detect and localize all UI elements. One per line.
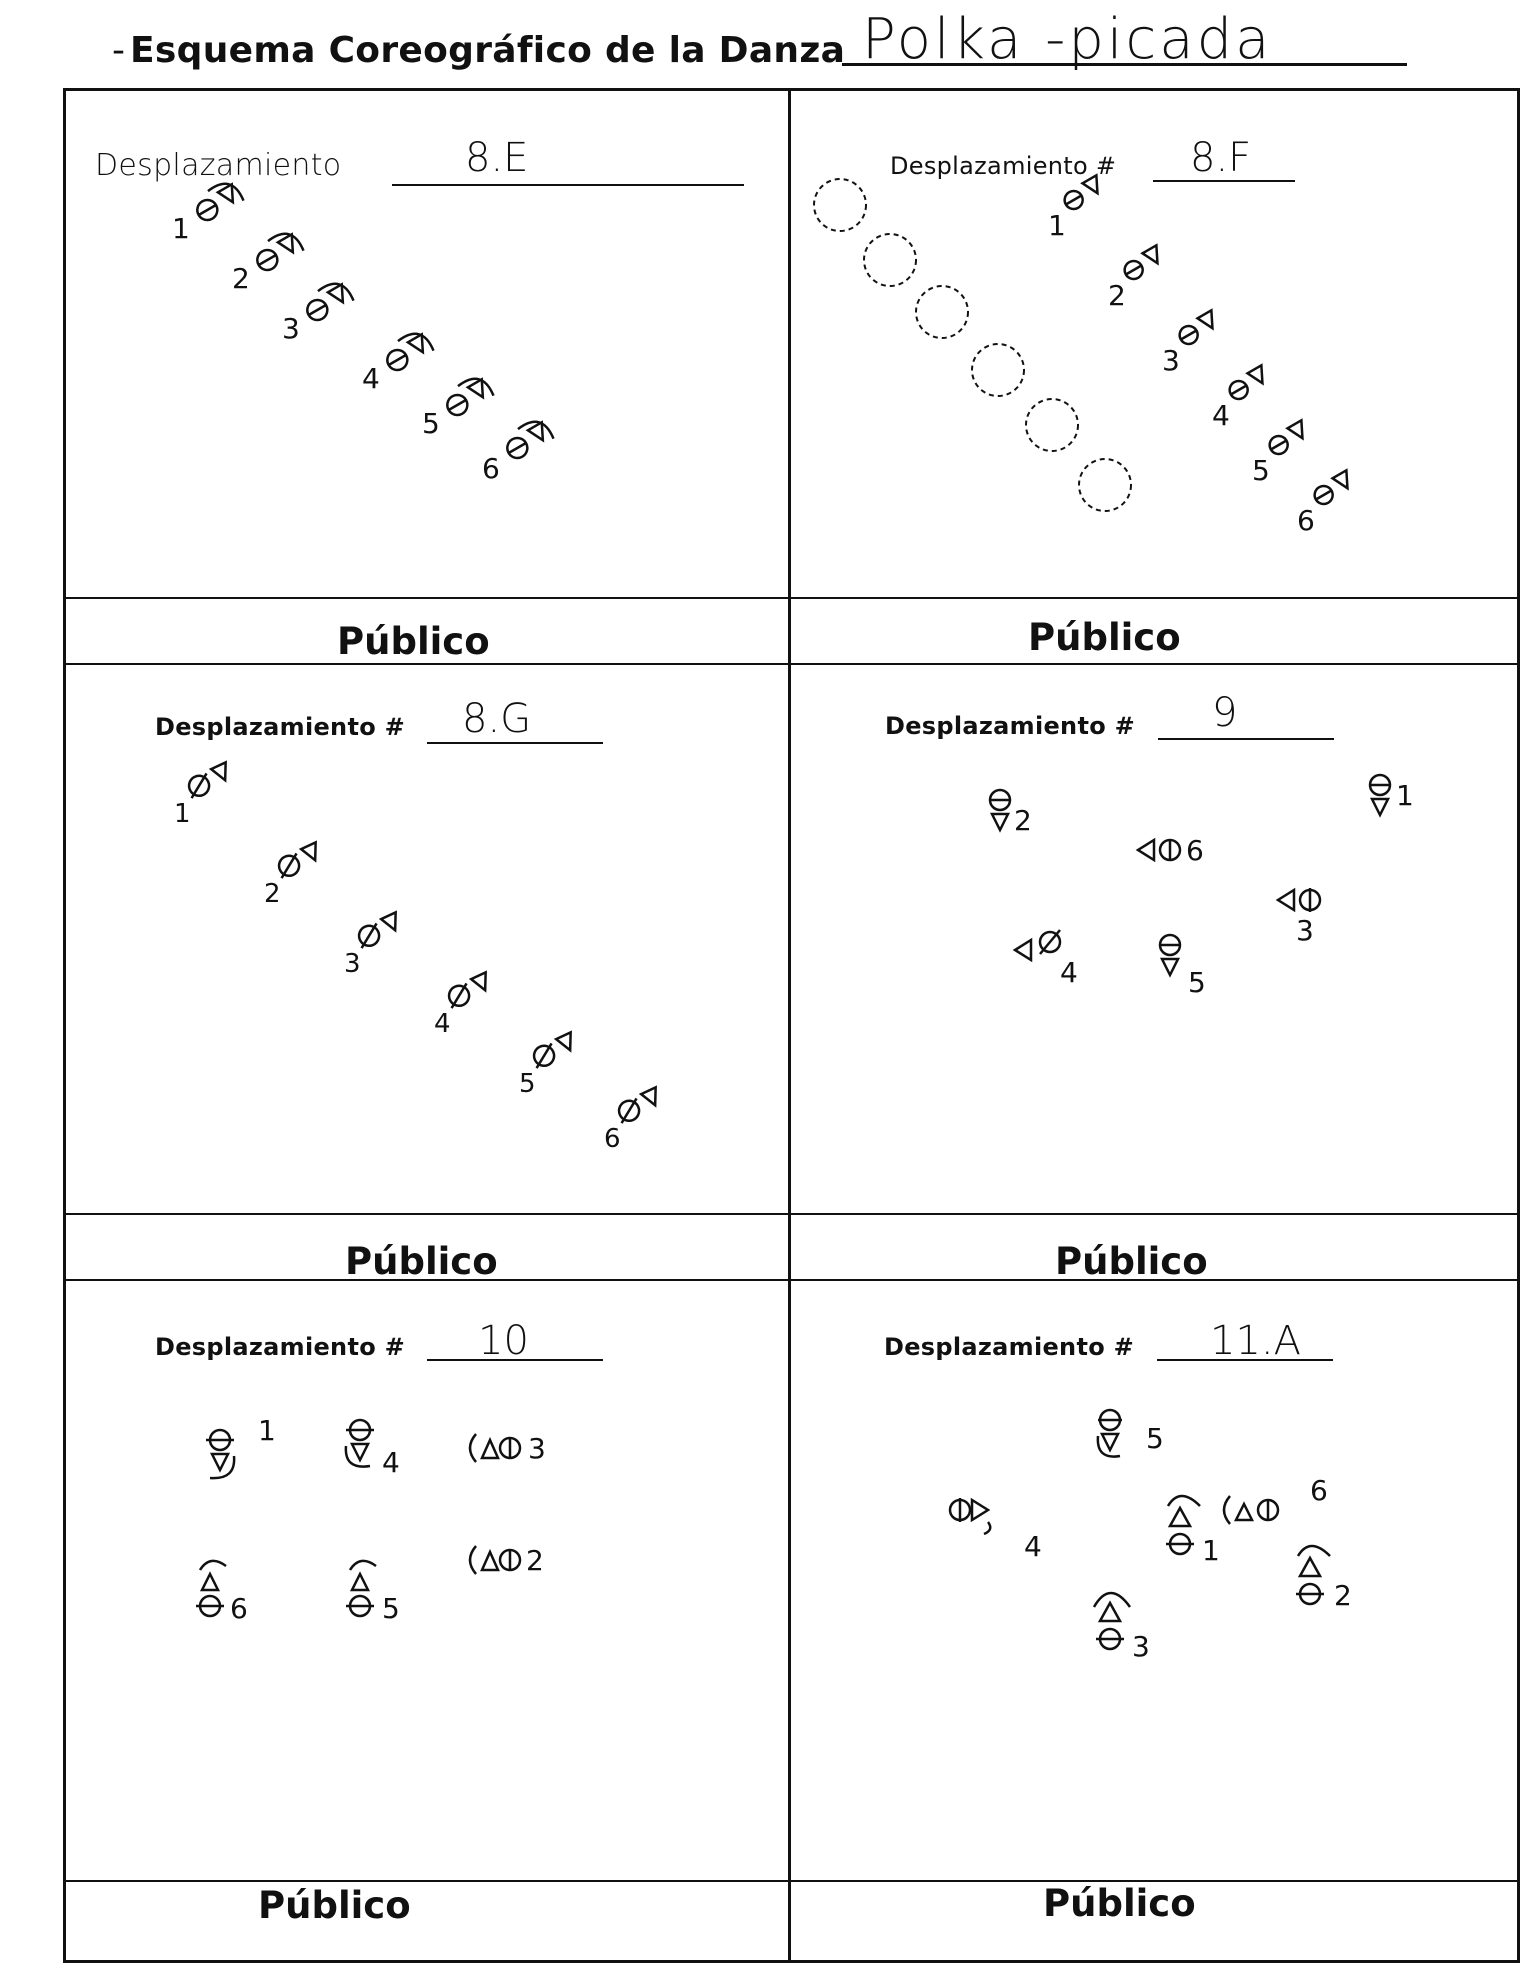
dancer-number: 1 (172, 212, 190, 245)
formation-11A (940, 1400, 1400, 1690)
panel-number: 10 (478, 1318, 529, 1364)
dancer-number: 4 (1060, 956, 1078, 989)
panel-label: Desplazamiento (95, 148, 342, 183)
grid-divider-row2-top (63, 1213, 1520, 1215)
dancer-number: 3 (1162, 344, 1180, 377)
dancer-4 (1015, 930, 1060, 960)
dancer-3 (354, 912, 404, 950)
dancer-4 (950, 1498, 990, 1534)
dancer-2 (470, 1546, 520, 1574)
panel-number: 11.A (1210, 1318, 1301, 1364)
dancer-number: 1 (174, 799, 191, 829)
grid-divider-row2-bottom (63, 1279, 1520, 1281)
publico-label: Público (337, 620, 490, 663)
dancer-number: 6 (1297, 504, 1315, 537)
dancer-1 (1166, 1496, 1200, 1554)
dancer-number: 6 (1310, 1474, 1328, 1507)
grid-divider-row1-top (63, 597, 1520, 599)
dancer-number: 3 (282, 312, 300, 345)
dancer-number: 5 (382, 1592, 400, 1625)
dancer-5 (1266, 420, 1311, 457)
panel-number: 8.G (462, 696, 532, 742)
dancer-5 (1098, 1410, 1122, 1457)
dancer-number: 6 (230, 1592, 248, 1625)
travel-path-circle (864, 234, 916, 286)
dancer-3 (1094, 1593, 1130, 1649)
grid-divider-row3-top (63, 1880, 1520, 1882)
dancer-2 (274, 842, 324, 880)
formation-9 (960, 760, 1440, 1020)
dancer-number: 6 (482, 452, 500, 485)
dancer-number: 1 (1202, 1534, 1220, 1567)
dancer-1 (184, 762, 234, 800)
dancer-number: 4 (434, 1009, 451, 1039)
dancer-number: 3 (1132, 1630, 1150, 1663)
dancer-2 (1296, 1546, 1330, 1604)
dancer-3 (1278, 888, 1320, 912)
panel-number: 8.E (465, 135, 529, 181)
grid-divider-row1-bottom (63, 663, 1520, 665)
dancer-6 (500, 416, 553, 462)
panel-label: Desplazamiento # (884, 1333, 1135, 1361)
panel-label: Desplazamiento # (155, 713, 406, 741)
dancer-number: 2 (264, 879, 281, 909)
dancer-5 (346, 1561, 376, 1616)
panel-number: 9 (1212, 690, 1238, 736)
dancer-number: 6 (604, 1124, 621, 1154)
dancer-2 (990, 790, 1010, 830)
dancer-4 (380, 328, 433, 374)
page-title: Esquema Coreográfico de la Danza (130, 30, 846, 71)
dancer-4 (1226, 365, 1271, 402)
panel-number: 8.F (1190, 135, 1252, 181)
travel-path-circle (1079, 459, 1131, 511)
dancer-1 (1061, 175, 1106, 212)
number-line (427, 742, 603, 744)
formation-8E (150, 190, 580, 520)
dancer-number: 3 (344, 949, 361, 979)
dancer-number: 5 (422, 407, 440, 440)
publico-label: Público (345, 1240, 498, 1283)
dancer-4 (444, 972, 494, 1010)
dancer-2 (1121, 245, 1166, 282)
grid-divider-vertical (788, 88, 791, 1963)
publico-label: Público (1043, 1882, 1196, 1925)
dancer-6 (1138, 840, 1180, 860)
dancer-number: 4 (1212, 399, 1230, 432)
dancer-number: 2 (1108, 279, 1126, 312)
panel-label: Desplazamiento # (885, 712, 1136, 740)
dancer-3 (300, 278, 353, 324)
dance-name: Polka -picada (842, 14, 1407, 66)
dancer-number: 5 (1188, 966, 1206, 999)
dancer-6 (1224, 1496, 1278, 1524)
publico-label: Público (1028, 616, 1181, 659)
dancer-number: 1 (1048, 209, 1066, 242)
dancer-5 (1160, 935, 1180, 975)
publico-label: Público (258, 1884, 411, 1927)
dancer-number: 1 (258, 1414, 276, 1447)
travel-path-circle (916, 286, 968, 338)
dancer-number: 2 (526, 1544, 544, 1577)
dancer-4 (346, 1420, 374, 1467)
dancer-3 (470, 1434, 520, 1462)
travel-path-circle (814, 179, 866, 231)
title-dash: - (112, 30, 125, 71)
formation-8F (800, 160, 1440, 560)
travel-path-circle (1026, 399, 1078, 451)
dancer-2 (250, 228, 303, 274)
dancer-number: 1 (1396, 779, 1414, 812)
publico-label: Público (1055, 1240, 1208, 1283)
dancer-number: 2 (1334, 1579, 1352, 1612)
dancer-number: 6 (1186, 834, 1204, 867)
dancer-number: 5 (1252, 454, 1270, 487)
formation-8G (170, 760, 690, 1180)
dancer-number: 5 (519, 1069, 536, 1099)
panel-label: Desplazamiento # (890, 152, 1117, 180)
dancer-number: 5 (1146, 1422, 1164, 1455)
dancer-number: 2 (232, 262, 250, 295)
dancer-number: 4 (382, 1446, 400, 1479)
dancer-6 (196, 1561, 226, 1616)
panel-label: Desplazamiento # (155, 1333, 406, 1361)
number-line (1158, 738, 1334, 740)
dancer-number: 3 (1296, 914, 1314, 947)
dancer-1 (206, 1430, 234, 1478)
dancer-number: 2 (1014, 804, 1032, 837)
dancer-5 (440, 373, 493, 419)
dancer-6 (1311, 470, 1356, 507)
number-line (392, 184, 744, 186)
dancer-number: 4 (362, 362, 380, 395)
dancer-3 (1176, 310, 1221, 347)
dancer-number: 4 (1024, 1530, 1042, 1563)
dancer-6 (614, 1087, 664, 1125)
formation-10 (190, 1410, 610, 1650)
travel-path-circle (972, 344, 1024, 396)
dancer-number: 3 (528, 1432, 546, 1465)
dancer-1 (1370, 775, 1390, 815)
dancer-5 (529, 1032, 579, 1070)
